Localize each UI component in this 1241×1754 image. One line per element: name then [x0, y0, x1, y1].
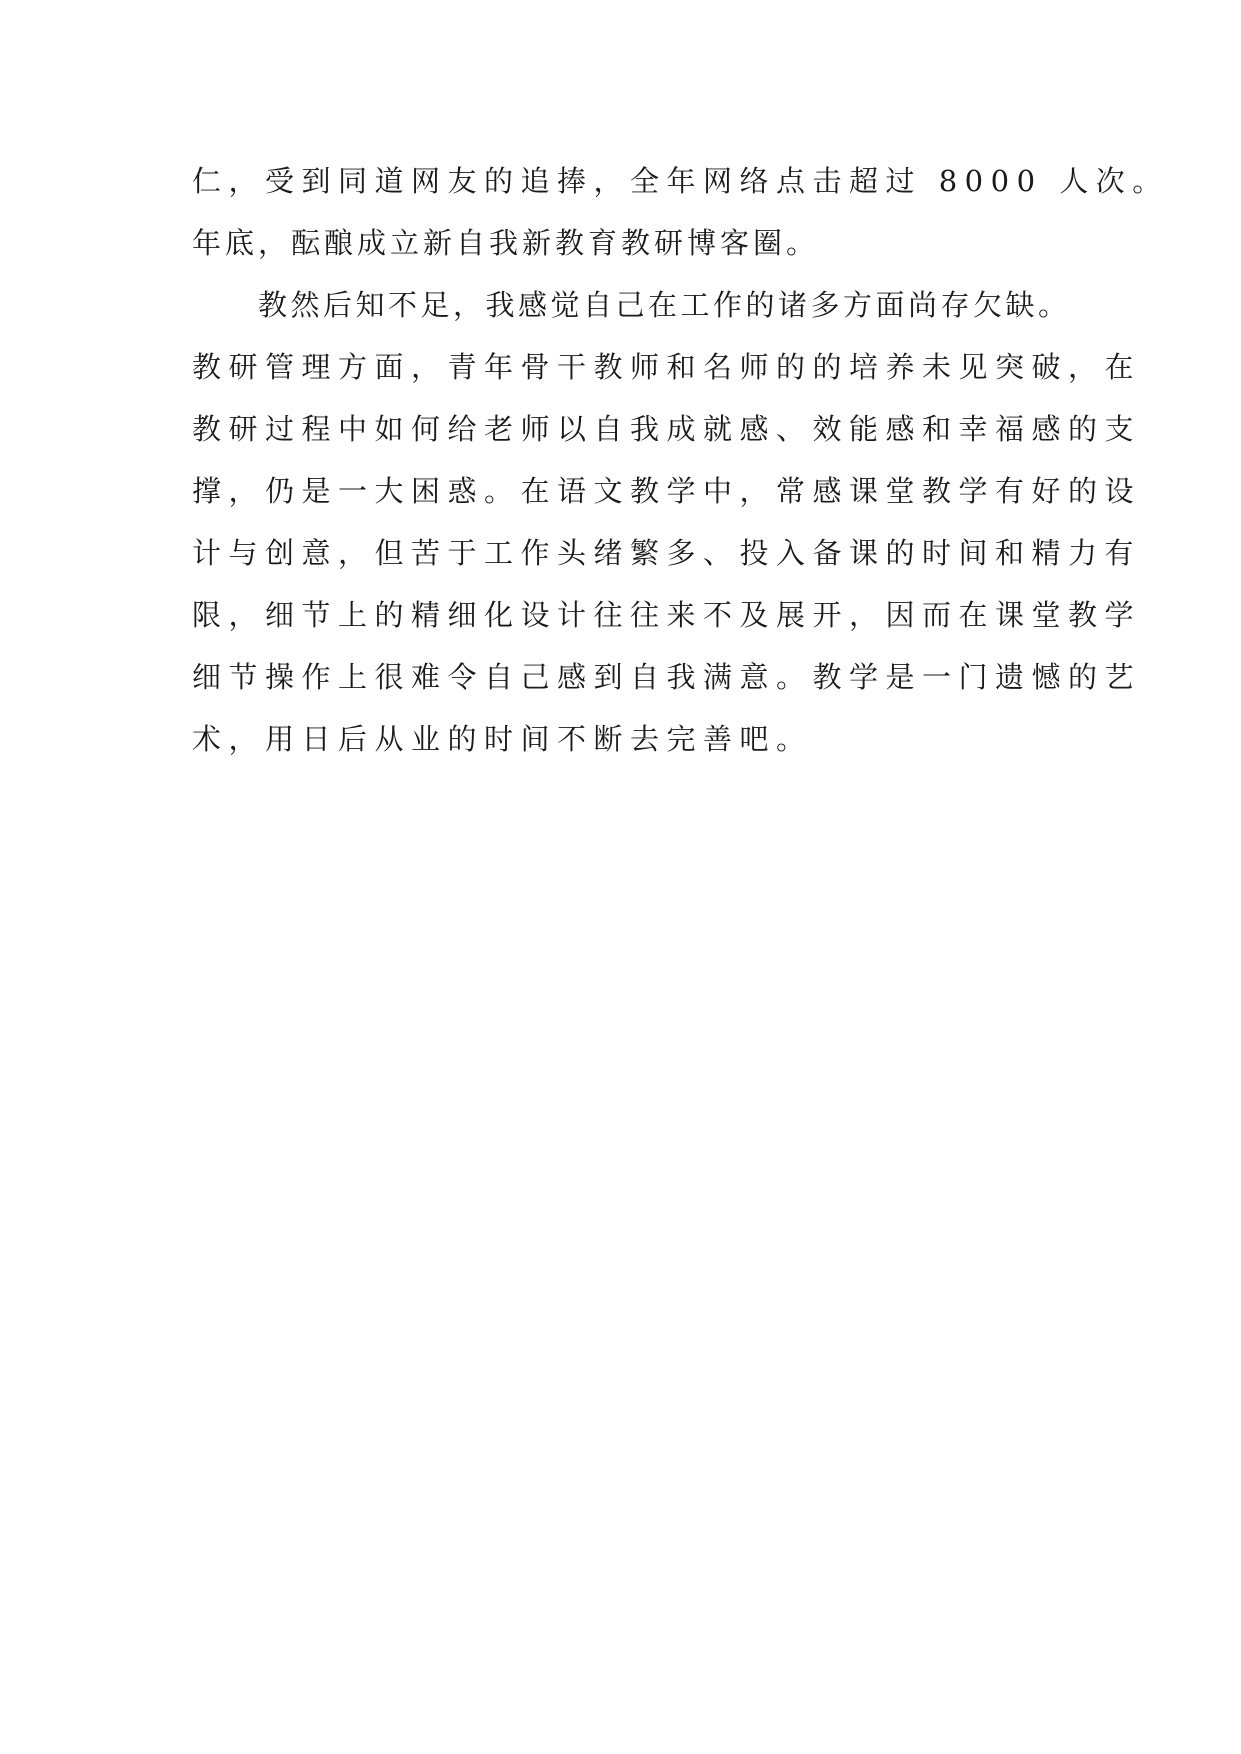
text-line: 术，用日后从业的时间不断去完善吧。 [192, 722, 813, 756]
paragraph-first-line: 教然后知不足，我感觉自己在工作的诸多方面尚存欠缺。 [258, 288, 1071, 322]
text-line: 仁，受到同道网友的追捧，全年网络点击超过 8000 人次。 [192, 164, 1169, 198]
body-text [192, 160, 1169, 780]
text-line: 计与创意，但苦于工作头绪繁多、投入备课的时间和精力有 [192, 536, 1142, 570]
text-line: 细节操作上很难令自己感到自我满意。教学是一门遗憾的艺 [192, 660, 1142, 694]
text-line: 年底，酝酿成立新自我新教育教研博客圈。 [192, 226, 820, 260]
text-line: 教研管理方面，青年骨干教师和名师的的培养未见突破，在 [192, 350, 1142, 384]
text-line: 教研过程中如何给老师以自我成就感、效能感和幸福感的支 [192, 412, 1142, 446]
text-line: 限，细节上的精细化设计往往来不及展开，因而在课堂教学 [192, 598, 1142, 632]
text-line: 撑，仍是一大困惑。在语文教学中，常感课堂教学有好的设 [192, 474, 1142, 508]
